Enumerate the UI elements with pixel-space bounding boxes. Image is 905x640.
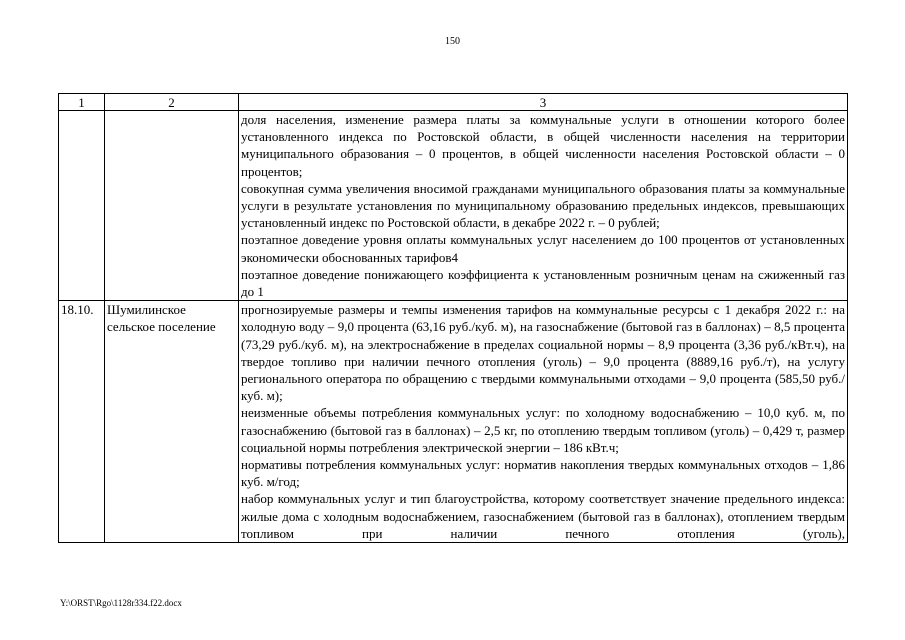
row-content bbox=[239, 111, 848, 301]
table-row bbox=[59, 111, 848, 301]
page-number: 150 bbox=[445, 36, 460, 47]
paragraph: набор коммунальных услуг и тип благоустройства, которому соответствует значение предельного индекса: жилые дома с холодным водоснабжением, газоснабжением (бытовой газ в баллонах), отоплением твердым топливом при наличии печного отопления (уголь), bbox=[241, 491, 845, 541]
row-content bbox=[239, 301, 848, 543]
paragraph: нормативы потребления коммунальных услуг: норматив накопления твердых коммунальных отходов – 1,86 куб. м/год; bbox=[241, 457, 845, 490]
paragraph: совокупная сумма увеличения вносимой гражданами муниципального образования платы за коммунальные услуги в результате установления по муниципальному образованию предельных индексов, превышающих установленный индекс по Ростовской области, в декабре 2022 г. – 0 рублей; bbox=[241, 180, 845, 231]
paragraph: поэтапное доведение понижающего коэффициента к установленным розничным ценам на сжиженный газ до 1 bbox=[241, 266, 845, 300]
paragraph: прогнозируемые размеры и темпы изменения тарифов на коммунальные ресурсы с 1 декабря 2022 г.: на холодную воду – 9,0 процента (63,16 руб./куб. м), на газоснабжение (бытовой газ в баллонах) – 8,5 процента (73,29 руб./куб. м), на электроснабжение в пределах социальной нормы – 8,9 процента (3,36 руб./кВт.ч), на твердое топливо при наличии печного отопления (уголь) – 9,0 процента (8889,16 руб./т), на услугу регионального оператора по обращению с твердыми коммунальными отходами – 9,0 процента (585,50 руб./куб. м); bbox=[241, 302, 845, 404]
row-entity-name bbox=[105, 111, 239, 301]
table-header-row bbox=[59, 94, 848, 111]
data-table bbox=[58, 93, 848, 543]
footer-file-path: Y:\ORST\Rgo\1128r334.f22.docx bbox=[60, 598, 182, 608]
header-col-3: 3 bbox=[239, 94, 848, 111]
header-col-1: 1 bbox=[59, 94, 105, 111]
table-row bbox=[59, 301, 848, 543]
row-number: 18.10. bbox=[59, 301, 105, 543]
paragraph: неизменные объемы потребления коммунальных услуг: по холодному водоснабжению – 10,0 куб. м, по газоснабжению (бытовой газ в баллонах) – 2,5 кг, по отоплению твердым топливом (уголь) – 0,429 т, размер социальной нормы потребления электрической энергии – 186 кВт.ч; bbox=[241, 405, 845, 455]
row-number bbox=[59, 111, 105, 301]
paragraph: поэтапное доведение уровня оплаты коммунальных услуг населением до 100 процентов от установленных экономически обоснованных тарифов4 bbox=[241, 232, 845, 265]
paragraph: доля населения, изменение размера платы за коммунальные услуги в отношении которого более установленного индекса по Ростовской области, в общей численности населения на территории муниципального образования – 0 процентов, в общей численности населения Ростовской области – 0 процентов; bbox=[241, 112, 845, 179]
header-col-2: 2 bbox=[105, 94, 239, 111]
row-entity-name: Шумилинское сельское поселение bbox=[105, 301, 239, 543]
